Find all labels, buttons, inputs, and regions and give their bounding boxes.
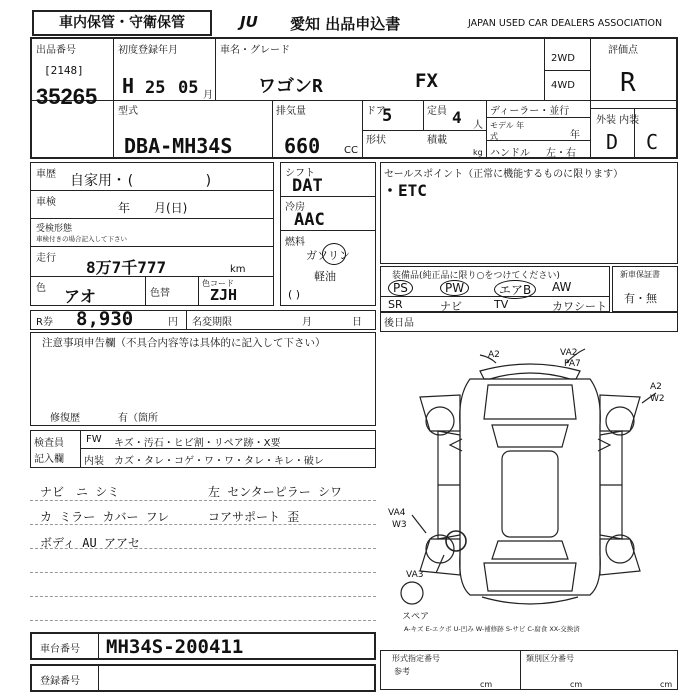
ref-label: 参考 — [394, 667, 410, 676]
equipment-item[interactable]: カワシート — [552, 300, 607, 313]
fuel-circle — [322, 243, 346, 265]
equipment-label: 装備品(純正品に限り○をつけてください) — [392, 271, 560, 281]
receipt-label: 受検形態 — [36, 224, 73, 234]
kg-unit: kg — [473, 148, 483, 157]
color-value: アオ — [64, 287, 96, 306]
fw-text: キズ・汚石・ヒビ割・リペア跡・X要 — [114, 438, 281, 449]
mileage-value: 8万7千777 — [86, 258, 167, 277]
chassis-label: 車台番号 — [40, 644, 80, 655]
month-unit: 月 — [203, 90, 213, 101]
spare-label: スペア — [402, 612, 430, 622]
interior-text: カズ・タレ・コゲ・ワ・ワ・タレ・キレ・破レ — [114, 456, 324, 467]
reg-era: H — [122, 74, 135, 98]
expiry-day: 日 — [352, 317, 362, 328]
note-4: コアサポート 歪 — [208, 510, 300, 524]
shape-label: 形状 — [366, 135, 386, 146]
note-2: 左 センターピラー シワ — [208, 485, 342, 499]
inspector-label1: 検査員 — [34, 438, 64, 449]
type-label: 型式 — [118, 106, 138, 117]
color-label: 色 — [36, 283, 46, 294]
tax-unit: 円 — [168, 317, 178, 328]
grade: FX — [415, 70, 438, 92]
reg-year: 25 — [145, 78, 166, 98]
equipment-item[interactable]: PS — [388, 280, 413, 296]
reg-no-label: 登録番号 — [40, 676, 80, 687]
chassis-number: MH34S-200411 — [106, 636, 244, 658]
form-title: 車内保管・守衛保管 — [32, 10, 212, 36]
displacement: 660 — [284, 134, 321, 158]
inspect-value: 年 月(日) — [118, 201, 188, 215]
note-3: カ ミラー カバー フレ — [40, 510, 170, 524]
equipment-item[interactable]: PW — [440, 280, 469, 296]
color-code-label: 色コード — [202, 279, 234, 288]
drive-4wd: 4WD — [551, 80, 575, 91]
drive-2wd: 2WD — [551, 53, 575, 64]
rating-value: R — [620, 68, 636, 98]
lot-number: 35265 — [36, 84, 98, 109]
equipment-item[interactable]: SR — [388, 298, 403, 311]
org-title: 愛知 出品申込書 — [290, 15, 401, 33]
handle-opts: 左・右 — [546, 148, 576, 159]
equipment-item[interactable]: TV — [494, 298, 509, 311]
shift-label: シフト — [285, 168, 315, 179]
expiry-label: 名変期限 — [192, 317, 232, 328]
cat-label: 類別区分番号 — [526, 654, 574, 663]
fuel-parens: ( ) — [288, 288, 301, 301]
model-year-label: モデル 年式 — [490, 121, 525, 141]
note-1: ナビ ニ シミ — [40, 485, 120, 499]
fuel-gas: ガソリン — [306, 249, 350, 262]
lot-label: 出品番号 — [36, 45, 76, 56]
km-unit: km — [230, 264, 246, 275]
ju-logo: JU — [240, 13, 258, 31]
history-label: 車歴 — [36, 169, 56, 180]
warranty-label: 新車保証書 — [620, 270, 660, 279]
form-label: 形式指定番号 — [392, 654, 440, 663]
disp-label: 排気量 — [276, 106, 306, 117]
model-name: ワゴンR — [258, 76, 323, 97]
door-label: ドア — [366, 106, 386, 117]
handle-label: ハンドル — [490, 148, 530, 159]
ac-label: 冷房 — [285, 202, 305, 213]
fuel-diesel: 軽油 — [314, 270, 336, 283]
warranty-opts: 有・無 — [624, 292, 657, 305]
tax-label: R券 — [36, 317, 53, 328]
equipment-item[interactable]: AW — [552, 280, 572, 294]
ac-value: AAC — [294, 210, 325, 230]
equipment-item[interactable]: ナビ — [440, 300, 462, 313]
ext-int-label: 外装 内装 — [596, 115, 640, 126]
cc-unit: CC — [344, 145, 358, 156]
mileage-label: 走行 — [36, 253, 56, 264]
mark-w2-right: W2 — [650, 394, 665, 404]
fw-label: FW — [86, 434, 102, 445]
lot-small: [2148] — [44, 64, 84, 77]
rear-frame — [380, 312, 678, 332]
dealer-label: ディーラー・並行 — [490, 106, 570, 117]
year-unit: 年 — [570, 130, 580, 141]
exterior-grade: D — [606, 130, 619, 154]
load-label: 積載 — [427, 135, 447, 146]
repair-label: 修復歴 — [50, 413, 80, 424]
interior-grade: C — [646, 130, 659, 154]
reg-label: 初度登録年月 — [118, 45, 178, 56]
note-5: ボディ AU アアセ — [40, 536, 140, 550]
expiry-month: 月 — [302, 317, 312, 328]
mark-a2-front: A2 — [488, 350, 500, 360]
cm-3: cm — [660, 680, 673, 689]
sales-point: ・ETC — [382, 181, 427, 200]
fuel-label: 燃料 — [285, 237, 305, 248]
mark-pa7: PA7 — [564, 359, 581, 369]
rear-label: 後日品 — [384, 318, 414, 329]
tax-amount: 8,930 — [76, 308, 134, 330]
person-unit: 人 — [473, 120, 483, 131]
history-value: 自家用・( ) — [70, 173, 213, 189]
car-diagram — [380, 335, 678, 635]
mark-va4: VA4 — [388, 508, 406, 518]
sales-label: セールスポイント（正常に機能するものに限ります） — [384, 169, 624, 180]
mark-va3: VA3 — [406, 570, 424, 580]
inspect-label: 車検 — [36, 197, 56, 208]
repaint-label: 色替 — [150, 288, 170, 299]
door-count: 5 — [382, 106, 393, 126]
equipment-item[interactable]: エアB — [494, 280, 536, 299]
inspector-label2: 記入欄 — [34, 454, 64, 465]
reg-month: 05 — [178, 78, 199, 98]
repair-value: 有（箇所 — [118, 413, 158, 424]
cm-2: cm — [570, 680, 583, 689]
damage-legend: A-キズ E-エクボ U-凹み W-補修跡 S-サビ C-腐食 XX-交換済 — [404, 625, 580, 633]
reg-frame — [30, 664, 376, 692]
rating-label: 評価点 — [608, 45, 638, 56]
color-code: ZJH — [210, 286, 238, 304]
mark-va2: VA2 — [560, 348, 578, 358]
notes-label: 注意事項申告欄（不具合内容等は具体的に記入して下さい） — [42, 337, 326, 349]
cm-1: cm — [480, 680, 493, 689]
interior-label: 内装 — [84, 456, 104, 467]
capacity: 4 — [452, 108, 462, 127]
org-english: JAPAN USED CAR DEALERS ASSOCIATION — [468, 18, 663, 29]
model-label: 車名・グレード — [220, 45, 290, 56]
mark-a2-right: A2 — [650, 382, 662, 392]
mark-w3: W3 — [392, 520, 407, 530]
type-code: DBA-MH34S — [124, 134, 233, 158]
receipt-note: 車検付きの場合記入して下さい — [36, 235, 127, 243]
capacity-label: 定員 — [427, 106, 447, 117]
shift-value: DAT — [292, 176, 323, 196]
